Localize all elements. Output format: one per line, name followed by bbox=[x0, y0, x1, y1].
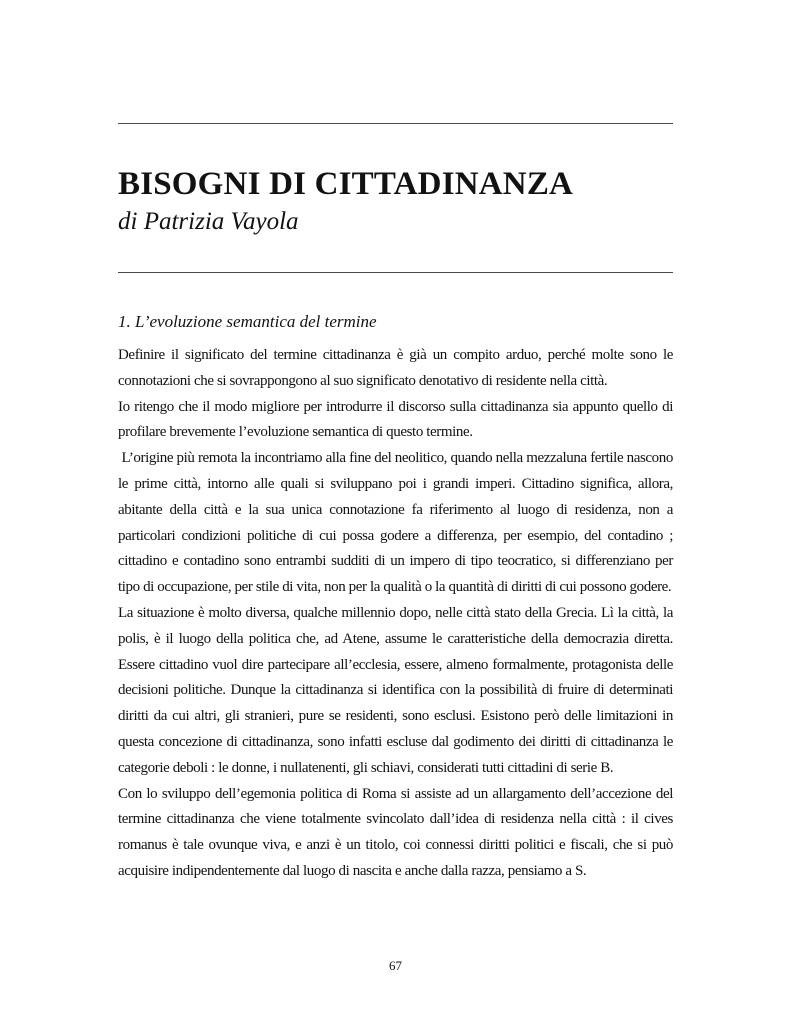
section-heading: 1. L’evoluzione semantica del termine bbox=[118, 312, 377, 331]
paragraph: Definire il significato del termine cittadinanza è già un compito arduo, perché molte sono le connotazioni che si sovrappongono al suo significato denotativo di residente nella città. bbox=[118, 347, 677, 389]
horizontal-rule-top bbox=[118, 123, 673, 124]
document-title: BISOGNI DI CITTADINANZA bbox=[118, 166, 574, 202]
paragraph: L’origine più remota la incontriamo alla fine del neolitico, quando nella mezzaluna fertile nascono le prime città, intorno alle quali si sviluppano poi i grandi imperi. Cittadino significa, allora, abitante della città e la sua unica connotazione fa riferimento al luogo di residenza, non a particolari condizioni politiche di cui possa godere a differenza, per esempio, del contadino ; cittadino e contadino sono entrambi sudditi di un impero di tipo teocratico, si differenziano per tipo di occupazione, per stile di vita, non per la qualità o la quantità di diritti di cui possono godere. bbox=[118, 450, 677, 596]
horizontal-rule-middle bbox=[118, 272, 673, 273]
document-body bbox=[118, 309, 677, 885]
paragraph: La situazione è molto diversa, qualche millennio dopo, nelle città stato della Grecia. Lì la città, la polis, è il luogo della politica che, ad Atene, assume le caratteristiche della democrazia diretta. Essere cittadino vuol dire partecipare all’ecclesia, essere, almeno formalmente, protagonista delle decisioni politiche. Dunque la cittadinanza si identifica con la possibilità di fruire di determinati diritti da cui altri, gli stranieri, pure se residenti, sono esclusi. Esistono però delle limitazioni in questa concezione di cittadinanza, sono infatti escluse dal godimento dei diritti di cittadinanza le categorie deboli : le donne, i nullatenenti, gli schiavi, considerati tutti cittadini di serie B. bbox=[118, 604, 677, 776]
paragraph: Con lo sviluppo dell’egemonia politica di Roma si assiste ad un allargamento dell’accezione del termine cittadinanza che viene totalmente svincolato dall’idea di residenza nella città : il cives romanus è tale ovunque viva, e anzi è un titolo, coi connessi diritti politici e fiscali, che si può acquisire indipendentemente dal luogo di nascita e anche dalla razza, pensiamo a S. bbox=[118, 785, 677, 879]
page-number: 67 bbox=[389, 958, 402, 973]
paragraph: Io ritengo che il modo migliore per introdurre il discorso sulla cittadinanza sia appunto quello di profilare brevemente l’evoluzione semantica di questo termine. bbox=[118, 398, 677, 441]
document-author: di Patrizia Vayola bbox=[118, 208, 299, 235]
